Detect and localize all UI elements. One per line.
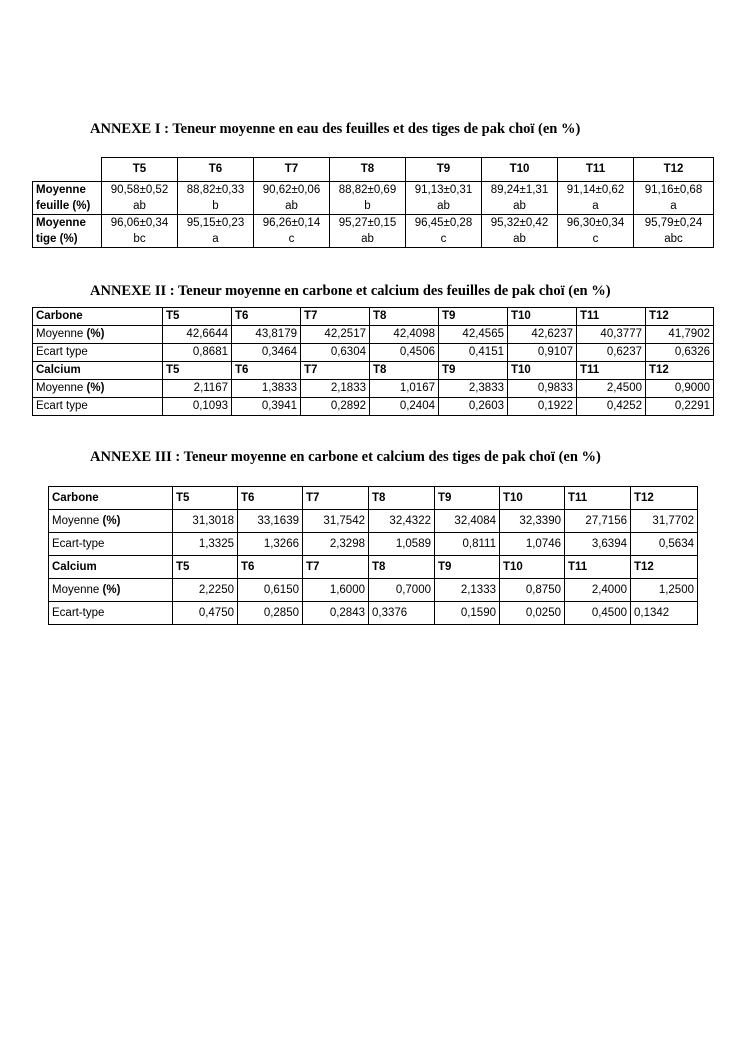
annex1-cell (330, 182, 406, 215)
cell-group: b (212, 200, 219, 212)
annex1-header-row (33, 158, 714, 182)
annex2-leaf-carbon-calcium-table (32, 307, 714, 416)
value-cell: 1,3266 (238, 533, 303, 556)
cell-value: 96,30±0,34 (566, 217, 625, 229)
col-header: T9 (439, 308, 508, 326)
annex1-col-header: T5 (102, 158, 178, 182)
col-header: T10 (500, 487, 565, 510)
value-cell: 0,4500 (565, 602, 631, 625)
value-cell: 0,2291 (646, 398, 714, 416)
annex1-cell (406, 182, 482, 215)
row-label-line1: Moyenne (36, 184, 86, 196)
mean-label-text: Moyenne (52, 584, 103, 596)
cell-group: ab (361, 233, 374, 245)
value-cell: 2,3298 (303, 533, 369, 556)
value-cell: 0,3464 (232, 344, 301, 362)
cell-value: 91,14±0,62 (566, 184, 625, 196)
value-cell: 2,4500 (577, 380, 646, 398)
col-header: T7 (301, 308, 370, 326)
value-cell: 32,4322 (369, 510, 435, 533)
value-cell: 0,4506 (370, 344, 439, 362)
mean-label (49, 510, 173, 533)
cell-group: c (592, 233, 599, 245)
value-cell: 0,9833 (508, 380, 577, 398)
annex1-cell (102, 215, 178, 248)
col-header: T8 (369, 487, 435, 510)
value-cell: 42,2517 (301, 326, 370, 344)
value-cell: 2,1167 (163, 380, 232, 398)
value-cell: 0,5634 (631, 533, 698, 556)
col-header: T11 (565, 487, 631, 510)
value-cell: 2,3833 (439, 380, 508, 398)
sd-label: Ecart-type (49, 533, 173, 556)
value-cell: 0,2843 (303, 602, 369, 625)
cell-group: ab (437, 200, 450, 212)
row-label-line2: feuille (%) (36, 200, 91, 212)
col-header: T10 (508, 308, 577, 326)
cell-value: 96,06±0,34 (110, 217, 169, 229)
value-cell: 0,4151 (439, 344, 508, 362)
annex1-cell (254, 182, 330, 215)
value-cell: 1,0167 (370, 380, 439, 398)
cell-group: c (288, 233, 295, 245)
annex1-cell (634, 215, 714, 248)
value-cell: 2,2250 (173, 579, 238, 602)
mean-label-text: Moyenne (52, 515, 103, 527)
cell-value: 96,26±0,14 (262, 217, 321, 229)
col-header: T5 (173, 487, 238, 510)
value-cell: 1,3833 (232, 380, 301, 398)
col-header: T12 (631, 556, 698, 579)
row-label-line1: Moyenne (36, 217, 86, 229)
col-header: T8 (370, 308, 439, 326)
annex1-cell (558, 215, 634, 248)
col-header: T9 (439, 362, 508, 380)
col-header: T8 (369, 556, 435, 579)
mean-unit: (%) (102, 584, 121, 596)
sd-label: Ecart-type (49, 602, 173, 625)
cell-group: bc (133, 233, 146, 245)
mean-unit: (%) (86, 328, 105, 340)
value-cell: 0,6150 (238, 579, 303, 602)
mean-label-text: Moyenne (36, 382, 87, 394)
sd-label: Ecart type (33, 398, 163, 416)
value-cell: 3,6394 (565, 533, 631, 556)
annex1-cell (634, 182, 714, 215)
value-cell: 42,6237 (508, 326, 577, 344)
value-cell: 31,7542 (303, 510, 369, 533)
value-cell: 1,0746 (500, 533, 565, 556)
cell-value: 95,27±0,15 (338, 217, 397, 229)
col-header: T12 (631, 487, 698, 510)
annex3-carbone-mean-row (49, 510, 698, 533)
value-cell: 0,1922 (508, 398, 577, 416)
value-cell: 1,0589 (369, 533, 435, 556)
cell-value: 95,32±0,42 (490, 217, 549, 229)
value-cell: 27,7156 (565, 510, 631, 533)
annex1-col-header: T10 (482, 158, 558, 182)
mean-label (33, 326, 163, 344)
value-cell: 0,4252 (577, 398, 646, 416)
row-label-line2: tige (%) (36, 233, 78, 245)
cell-value: 88,82±0,69 (338, 184, 397, 196)
col-header: T9 (435, 487, 500, 510)
cell-group: abc (664, 233, 683, 245)
annex1-cell (102, 182, 178, 215)
annex1-col-header: T6 (178, 158, 254, 182)
value-cell: 0,2850 (238, 602, 303, 625)
value-cell: 40,3777 (577, 326, 646, 344)
col-header: T9 (435, 556, 500, 579)
sd-label: Ecart type (33, 344, 163, 362)
cell-value: 88,82±0,33 (186, 184, 245, 196)
mean-label (33, 380, 163, 398)
value-cell: 0,8681 (163, 344, 232, 362)
col-header: T6 (232, 308, 301, 326)
value-cell: 2,1833 (301, 380, 370, 398)
annex2-calcium-sd-row (33, 398, 714, 416)
annex1-cell (482, 215, 558, 248)
carbone-header: Carbone (49, 487, 173, 510)
value-cell: 0,1342 (631, 602, 698, 625)
value-cell: 0,1590 (435, 602, 500, 625)
value-cell: 42,6644 (163, 326, 232, 344)
calcium-header: Calcium (49, 556, 173, 579)
annex1-col-header: T9 (406, 158, 482, 182)
value-cell: 42,4565 (439, 326, 508, 344)
annex1-col-header: T8 (330, 158, 406, 182)
mean-unit: (%) (86, 382, 105, 394)
cell-group: a (212, 233, 219, 245)
value-cell: 41,7902 (646, 326, 714, 344)
annex1-col-header: T7 (254, 158, 330, 182)
cell-value: 95,79±0,24 (644, 217, 703, 229)
annex1-row-stem (33, 215, 714, 248)
cell-value: 89,24±1,31 (490, 184, 549, 196)
annex2-calcium-mean-row (33, 380, 714, 398)
col-header: T6 (238, 556, 303, 579)
annex1-cell (406, 215, 482, 248)
col-header: T5 (163, 308, 232, 326)
cell-group: ab (513, 233, 526, 245)
col-header: T11 (577, 308, 646, 326)
cell-group: ab (513, 200, 526, 212)
annex3-body (49, 487, 698, 625)
value-cell: 0,8750 (500, 579, 565, 602)
value-cell: 32,3390 (500, 510, 565, 533)
annex1-cell (558, 182, 634, 215)
col-header: T10 (500, 556, 565, 579)
cell-value: 96,45±0,28 (414, 217, 473, 229)
annex1-water-content-table (32, 157, 714, 248)
value-cell: 0,3376 (369, 602, 435, 625)
value-cell: 0,3941 (232, 398, 301, 416)
value-cell: 0,6304 (301, 344, 370, 362)
annex1-row-label (33, 215, 102, 248)
annex2-carbone-mean-row (33, 326, 714, 344)
cell-value: 95,15±0,23 (186, 217, 245, 229)
value-cell: 0,8111 (435, 533, 500, 556)
value-cell: 0,0250 (500, 602, 565, 625)
annex1-col-header: T11 (558, 158, 634, 182)
cell-group: c (440, 233, 447, 245)
annex2-carbone-sd-row (33, 344, 714, 362)
calcium-header: Calcium (33, 362, 163, 380)
value-cell: 33,1639 (238, 510, 303, 533)
carbone-header: Carbone (33, 308, 163, 326)
col-header: T12 (646, 308, 714, 326)
value-cell: 0,2892 (301, 398, 370, 416)
col-header: T11 (577, 362, 646, 380)
value-cell: 0,9000 (646, 380, 714, 398)
col-header: T6 (238, 487, 303, 510)
annex3-carbone-header-row (49, 487, 698, 510)
annex1-cell (178, 215, 254, 248)
cell-group: a (670, 200, 677, 212)
col-header: T10 (508, 362, 577, 380)
annex3-title: ANNEXE III : Teneur moyenne en carbone et calcium des tiges de pak choï (en %) (90, 449, 601, 465)
mean-unit: (%) (102, 515, 121, 527)
annex1-cell (178, 182, 254, 215)
value-cell: 0,4750 (173, 602, 238, 625)
annex3-stem-carbon-calcium-table (48, 486, 698, 625)
value-cell: 42,4098 (370, 326, 439, 344)
cell-group: b (364, 200, 371, 212)
annex1-row-label (33, 182, 102, 215)
annex2-body (33, 308, 714, 416)
value-cell: 0,6237 (577, 344, 646, 362)
annex1-row-leaf (33, 182, 714, 215)
col-header: T6 (232, 362, 301, 380)
annex3-carbone-sd-row (49, 533, 698, 556)
cell-group: ab (285, 200, 298, 212)
cell-value: 91,16±0,68 (644, 184, 703, 196)
cell-value: 91,13±0,31 (414, 184, 473, 196)
annex2-carbone-header-row (33, 308, 714, 326)
col-header: T5 (163, 362, 232, 380)
col-header: T7 (303, 487, 369, 510)
annex1-cell (254, 215, 330, 248)
annex3-calcium-header-row (49, 556, 698, 579)
col-header: T12 (646, 362, 714, 380)
mean-label-text: Moyenne (36, 328, 87, 340)
annex1-col-header: T12 (634, 158, 714, 182)
value-cell: 1,3325 (173, 533, 238, 556)
annex1-title: ANNEXE I : Teneur moyenne en eau des feuilles et des tiges de pak choï (en %) (90, 121, 581, 137)
cell-value: 90,62±0,06 (262, 184, 321, 196)
cell-group: a (592, 200, 599, 212)
annex3-calcium-sd-row (49, 602, 698, 625)
cell-value: 90,58±0,52 (110, 184, 169, 196)
value-cell: 31,7702 (631, 510, 698, 533)
value-cell: 31,3018 (173, 510, 238, 533)
value-cell: 0,2404 (370, 398, 439, 416)
value-cell: 0,1093 (163, 398, 232, 416)
value-cell: 32,4084 (435, 510, 500, 533)
cell-group: ab (133, 200, 146, 212)
value-cell: 0,7000 (369, 579, 435, 602)
col-header: T8 (370, 362, 439, 380)
annex1-cell (482, 182, 558, 215)
annex1-cell (330, 215, 406, 248)
value-cell: 2,1333 (435, 579, 500, 602)
value-cell: 1,2500 (631, 579, 698, 602)
col-header: T7 (303, 556, 369, 579)
annex3-calcium-mean-row (49, 579, 698, 602)
value-cell: 1,6000 (303, 579, 369, 602)
value-cell: 2,4000 (565, 579, 631, 602)
col-header: T5 (173, 556, 238, 579)
col-header: T7 (301, 362, 370, 380)
value-cell: 0,9107 (508, 344, 577, 362)
annex1-corner-cell (33, 158, 102, 182)
value-cell: 43,8179 (232, 326, 301, 344)
mean-label (49, 579, 173, 602)
annex2-title: ANNEXE II : Teneur moyenne en carbone et calcium des feuilles de pak choï (en %) (90, 283, 611, 299)
col-header: T11 (565, 556, 631, 579)
value-cell: 0,2603 (439, 398, 508, 416)
annex2-calcium-header-row (33, 362, 714, 380)
value-cell: 0,6326 (646, 344, 714, 362)
